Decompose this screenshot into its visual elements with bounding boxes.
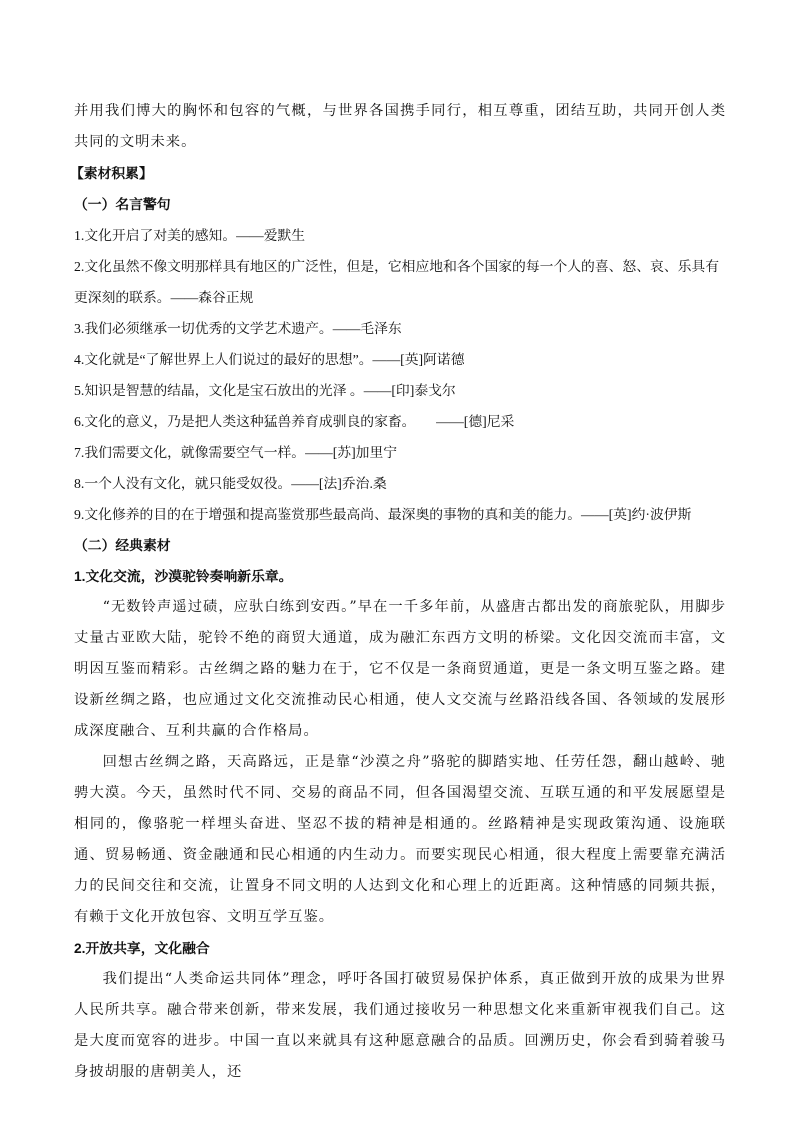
- material-2-paragraph: 我们提出“人类命运共同体”理念，呼吁各国打破贸易保护体系，真正做到开放的成果为世界人民所共享。融合带来创新，带来发展，我们通过接收另一种思想文化来重新审视我们自己。这是大度而宽容的进步。中国一直以来就具有这种愿意融合的品质。回溯历史，你会看到骑着骏马身披胡服的唐朝美人，还: [74, 971, 726, 1080]
- material-2-title: 2.开放共享，文化融合: [74, 941, 210, 956]
- material-1-title: 1.文化交流，沙漠驼铃奏响新乐章。: [74, 569, 293, 584]
- material-1-paragraph: “无数铃声遥过碛，应驮白练到安西。”早在一千多年前，从盛唐古都出发的商旅驼队，用脚步丈量古亚欧大陆，驼铃不绝的商贸大通道，成为融汇东西方文明的桥梁。文化因交流而丰富，文明因互鉴而精彩。古丝绸之路的魅力在于，它不仅是一条商贸通道，更是一条文明互鉴之路。建设新丝绸之路，也应通过文化交流推动民心相通，使人文交流与丝路沿线各国、各领域的发展形成深度融合、互利共赢的合作格局。: [74, 599, 726, 739]
- material-1-paragraph: 回想古丝绸之路，天高路远，正是靠“沙漠之舟”骆驼的脚踏实地、任劳任怨，翻山越岭、驰骋大漠。今天，虽然时代不同、交易的商品不同，但各国渴望交流、互联互通的和平发展愿望是相同的，像骆驼一样埋头奋进、坚忍不拔的精神是相通的。丝路精神是实现政策沟通、设施联通、贸易畅通、资金融通和民心相通的内生动力。而要实现民心相通，很大程度上需要靠充满活力的民间交往和交流，让置身不同文明的人达到文化和心理上的近距离。这种情感的同频共振，有赖于文化开放包容、文明互学互鉴。: [74, 754, 726, 925]
- quote-item: 9.文化修养的目的在于增强和提高鉴赏那些最高尚、最深奥的事物的真和美的能力。——[英]约·波伊斯: [74, 507, 692, 522]
- quote-item: 8.一个人没有文化，就只能受奴役。——[法]乔治.桑: [74, 476, 387, 491]
- part-two-heading: （二）经典素材: [74, 538, 171, 553]
- quote-item: 2.文化虽然不像文明那样具有地区的广泛性，但是，它相应地和各个国家的每一个人的喜、怒、哀、乐具有更深刻的联系。——森谷正规: [74, 259, 720, 305]
- part-one-heading: （一）名言警句: [74, 197, 171, 212]
- quote-item: 6.文化的意义，乃是把人类这种猛兽养育成驯良的家畜。 ——[德]尼采: [74, 414, 515, 429]
- intro-paragraph: 并用我们博大的胸怀和包容的气概，与世界各国携手同行，相互尊重，团结互助，共同开创人类共同的文明未来。: [74, 103, 726, 150]
- section-heading: 【素材积累】: [70, 166, 153, 181]
- quote-item: 4.文化就是“了解世界上人们说过的最好的思想”。——[英]阿诺德: [74, 352, 465, 367]
- quote-item: 3.我们必须继承一切优秀的文学艺术遗产。——毛泽东: [74, 321, 402, 336]
- quote-item: 7.我们需要文化，就像需要空气一样。——[苏]加里宁: [74, 445, 398, 460]
- document-page: [70, 96, 726, 1088]
- quote-item: 5.知识是智慧的结晶，文化是宝石放出的光泽 。——[印]泰戈尔: [74, 383, 456, 398]
- quotes-list: [74, 220, 726, 530]
- quote-item: 1.文化开启了对美的感知。——爱默生: [74, 228, 306, 243]
